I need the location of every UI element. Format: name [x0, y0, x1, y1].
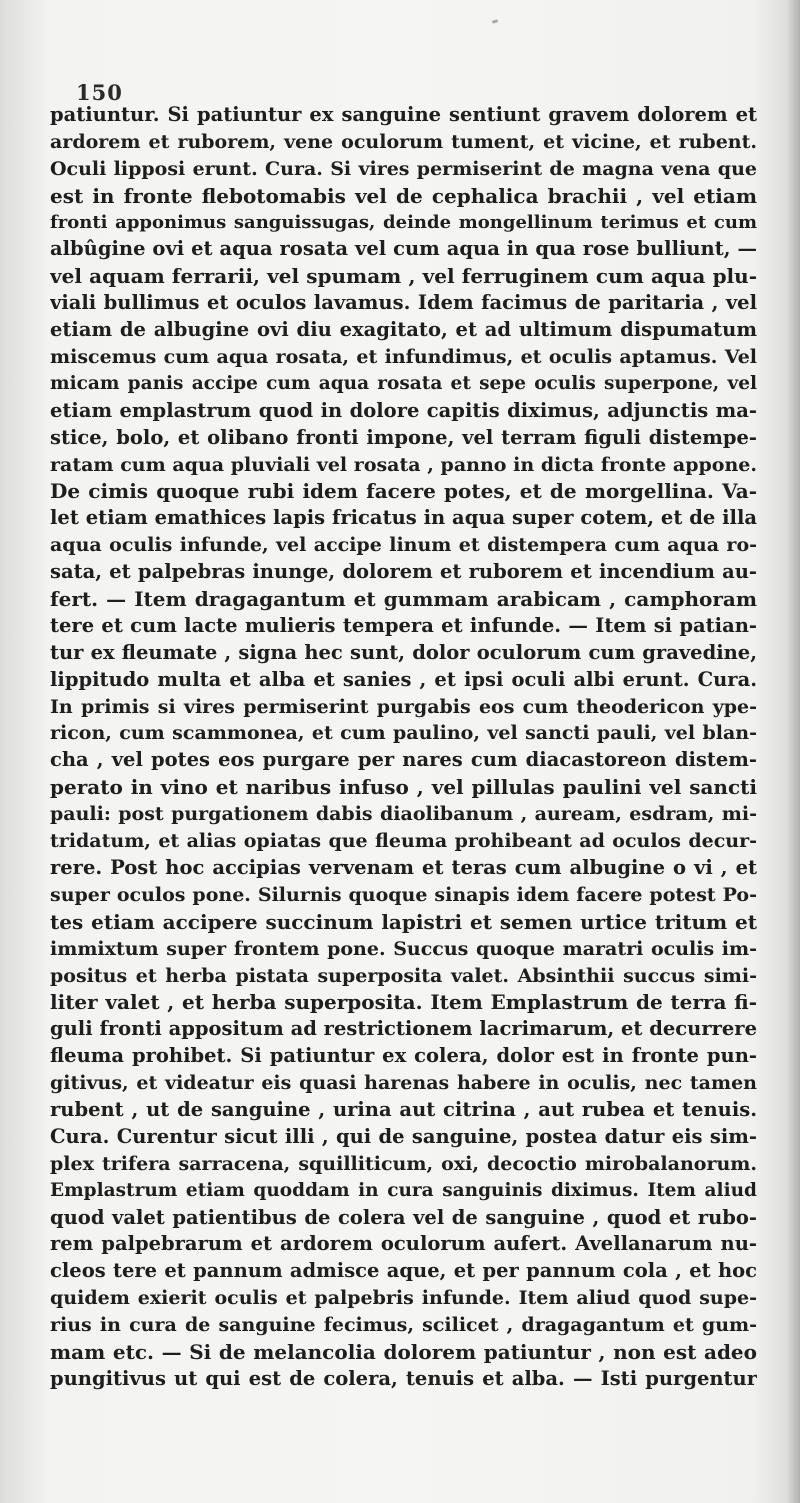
- text-line: pauli: post purgationem dabis diaolibanum , auream, esdram, mi-: [50, 803, 757, 826]
- text-line: etiam de albugine ovi diu exagitato, et ad ultimum dispumatum: [50, 318, 757, 342]
- text-line: cha , vel potes eos purgare per nares cum diacastoreon distem-: [50, 748, 757, 772]
- text-line: In primis si vires permiserint purgabis eos cum theodericon ype-: [50, 695, 757, 718]
- text-line: Oculi lipposi erunt. Cura. Si vires permiserint de magna vena que: [50, 157, 757, 180]
- text-line: stice, bolo, et olibano fronti impone, vel terram figuli distempe-: [50, 425, 757, 449]
- text-line: let etiam emathices lapis fricatus in aqua super cotem, et de illa: [50, 506, 757, 530]
- text-line: plex trifera sarracena, squilliticum, oxi, decoctio mirobalanorum.: [50, 1152, 757, 1175]
- text-line: fert. — Item dragagantum et gummam arabicam , camphoram: [50, 587, 757, 612]
- text-line: quod valet patientibus de colera vel de sanguine , quod et rubo-: [50, 1205, 757, 1229]
- text-line: ratam cum aqua pluviali vel rosata , panno in dicta fronte appone.: [50, 453, 757, 476]
- text-line: tridatum, et alias opiatas que fleuma prohibeant ad oculos decur-: [50, 830, 757, 853]
- text-line: ricon, cum scammonea, et cum paulino, vel sancti pauli, vel blan-: [50, 722, 757, 745]
- page-edge-shadow: [786, 0, 800, 1503]
- text-line: rubent , ut de sanguine , urina aut citrina , aut rubea et tenuis.: [50, 1097, 757, 1121]
- text-line: cleos tere et pannum admisce aque, et per pannum cola , et hoc: [50, 1259, 757, 1283]
- text-line: etiam emplastrum quod in dolore capitis diximus, adjunctis ma-: [50, 398, 757, 422]
- page-number: 150: [76, 80, 123, 105]
- text-line: Cura. Curentur sicut illi , qui de sanguine, postea datur eis sim-: [50, 1124, 757, 1148]
- text-line: est in fronte flebotomabis vel de cephalica brachii , vel etiam: [50, 183, 757, 208]
- text-line: rem palpebrarum et ardorem oculorum aufert. Avellanarum nu-: [50, 1232, 757, 1256]
- text-line: De cimis quoque rubi idem facere potes, et de morgellina. Va-: [50, 479, 757, 504]
- text-line: lippitudo multa et alba et sanies , et ipsi oculi albi erunt. Cura.: [50, 667, 757, 691]
- text-line: tur ex fleumate , signa hec sunt, dolor oculorum cum gravedine,: [50, 640, 757, 664]
- text-line: aqua oculis infunde, vel accipe linum et distempera cum aqua ro-: [50, 534, 757, 557]
- text-line: perato in vino et naribus infuso , vel pillulas paulini vel sancti: [50, 775, 757, 800]
- text-line: tere et cum lacte mulieris tempera et infunde. — Item si patian-: [50, 613, 757, 637]
- body-text: [50, 102, 757, 1393]
- text-line: rius in cura de sanguine fecimus, scilicet , dragagantum et gum-: [50, 1314, 757, 1337]
- text-line: vel aquam ferrarii, vel spumam , vel ferruginem cum aqua plu-: [50, 264, 757, 289]
- text-line: positus et herba pistata superposita valet. Absinthii succus simi-: [50, 964, 757, 987]
- text-line: patiuntur. Si patiuntur ex sanguine sentiunt gravem dolorem et: [50, 103, 757, 126]
- text-line: fronti apponimus sanguissugas, deinde mongellinum terimus et cum: [50, 211, 757, 233]
- text-line: gitivus, et videatur eis quasi harenas habere in oculis, nec tamen: [50, 1072, 757, 1095]
- text-line: quidem exierit oculis et palpebris infunde. Item aliud quod supe-: [50, 1287, 757, 1310]
- text-line: liter valet , et herba superposita. Item Emplastrum de terra fi-: [50, 990, 757, 1015]
- text-line: rere. Post hoc accipias vervenam et teras cum albugine o vi , et: [50, 855, 757, 879]
- text-line: tes etiam accipere succinum lapistri et semen urtice tritum et: [50, 909, 757, 934]
- text-line: ardorem et ruborem, vene oculorum tument, et vicine, et rubent.: [50, 130, 757, 153]
- text-line: sata, et palpebras inunge, dolorem et ruborem et incendium au-: [50, 560, 757, 584]
- text-line: pungitivus ut qui est de colera, tenuis et alba. — Isti purgentur: [50, 1366, 757, 1390]
- text-line: mam etc. — Si de melancolia dolorem patiuntur , non est adeo: [50, 1339, 757, 1364]
- text-line: micam panis accipe cum aqua rosata et sepe oculis superpone, vel: [50, 372, 757, 394]
- text-line: miscemus cum aqua rosata, et infundimus, et oculis aptamus. Vel: [50, 346, 757, 369]
- text-line: albûgine ovi et aqua rosata vel cum aqua in qua rose bulliunt, —: [50, 237, 757, 261]
- ink-speck: [492, 19, 499, 24]
- text-line: fleuma prohibet. Si patiuntur ex colera, dolor est in fronte pun-: [50, 1044, 757, 1068]
- text-line: super oculos pone. Silurnis quoque sinapis idem facere potest Po-: [50, 883, 757, 906]
- text-line: Emplastrum etiam quoddam in cura sanguinis diximus. Item aliud: [50, 1179, 757, 1201]
- text-line: viali bullimus et oculos lavamus. Idem facimus de paritaria , vel: [50, 291, 757, 315]
- text-line: immixtum super frontem pone. Succus quoque maratri oculis im-: [50, 937, 757, 960]
- text-line: guli fronti appositum ad restrictionem lacrimarum, et decurrere: [50, 1017, 757, 1041]
